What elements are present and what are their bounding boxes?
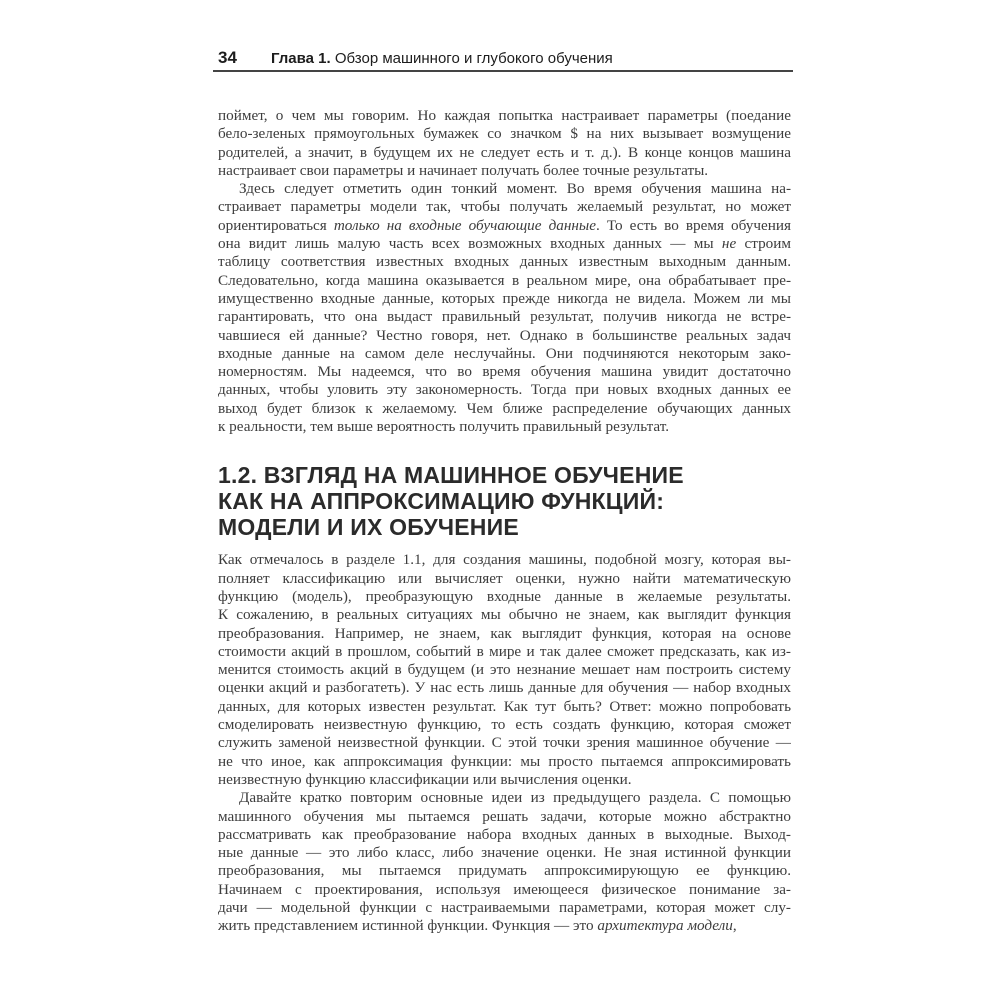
paragraph-line: неизвестную функцию классификации или вычисления оценки. — [218, 770, 632, 788]
paragraph-line: Следовательно, когда машина оказывается в реальном мире, она обрабатывает пре- — [218, 271, 791, 289]
paragraph-line: бело-зеленых прямоугольных бумажек со значком $ на них вызывает возмущение — [218, 125, 791, 143]
paragraph-line: входные данные на самом деле неслучайны. Они подчиняются некоторым зако- — [218, 344, 791, 362]
paragraph-line: оценки акций и разбогатеть). У нас есть лишь данные для обучения — набор входных — [218, 679, 791, 697]
paragraph-line: функцию (модель), преобразующую входные данные в желаемые результаты. — [218, 587, 791, 605]
paragraph-line: гарантировать, что она выдаст правильный результат, получив никогда не встре- — [218, 308, 791, 326]
paragraph-line: Как отмечалось в разделе 1.1, для создания машины, подобной мозгу, которая вы- — [218, 551, 791, 569]
paragraph-line: не что иное, как аппроксимация функции: мы просто пытаемся аппроксимировать — [218, 752, 791, 770]
paragraph-line: менится стоимость акций в будущем (и это незнание мешает нам построить систему — [218, 661, 791, 679]
paragraph-line: к реальности, тем выше вероятность получить правильный результат. — [218, 418, 670, 436]
section-heading-line: 1.2. ВЗГЛЯД НА МАШИННОЕ ОБУЧЕНИЕ — [218, 462, 684, 489]
section-heading-line: МОДЕЛИ И ИХ ОБУЧЕНИЕ — [218, 514, 519, 541]
paragraph — [218, 180, 791, 436]
chapter-title: Обзор машинного и глубокого обучения — [334, 50, 613, 67]
chapter-label: Глава 1. — [271, 50, 331, 67]
paragraph-line: рассматривать как преобразование набора входных данных в выходные. Выход- — [218, 825, 791, 843]
paragraph — [218, 107, 791, 180]
header-rule — [213, 70, 793, 72]
section-heading — [218, 462, 791, 540]
paragraph-line: данных, для которых известен результат. Как тут быть? Ответ: можно попробовать — [218, 697, 791, 715]
paragraph-line: К сожалению, в реальных ситуациях мы обычно не знаем, как выглядит функция — [218, 606, 791, 624]
paragraph-line: данных, чтобы уловить эту закономерность. Тогда при новых входных данных ее — [218, 381, 791, 399]
section-heading-line: КАК НА АППРОКСИМАЦИЮ ФУНКЦИЙ: — [218, 488, 665, 515]
paragraph-line: служить заменой неизвестной функции. С этой точки зрения машинное обучение — — [218, 734, 791, 752]
paragraph-line: родителей, а значит, в будущем их не следует есть и т. д.). В конце концов машина — [218, 143, 791, 161]
paragraph-line: номерностям. Мы надеемся, что во время обучения машина увидит достаточно — [218, 363, 791, 381]
paragraph-line: полняет классификацию или вычисляет оценки, нужно найти математическую — [218, 569, 791, 587]
page-number: 34 — [218, 48, 237, 67]
paragraph-line: дачи — модельной функции с настраиваемыми параметрами, которая может слу- — [218, 898, 791, 916]
paragraph-line: Давайте кратко повторим основные идеи из предыдущего раздела. С помощью — [239, 789, 791, 807]
paragraph-line: смоделировать неизвестную функцию, то есть создать функцию, которая сможет — [218, 716, 791, 734]
paragraph-line: чавшиеся ей данные? Честно говоря, нет. Однако в большинстве реальных задач — [218, 326, 791, 344]
paragraph-line: страивает параметры модели так, чтобы получать желаемый результат, но может — [218, 198, 791, 216]
paragraph-line: выход будет близок к желаемому. Чем ближе распределение обучающих данных — [218, 399, 791, 417]
paragraph-line: Начинаем с проектирования, используя имеющееся физическое понимание за- — [218, 880, 791, 898]
running-header — [218, 48, 793, 68]
paragraph-line: поймет, о чем мы говорим. Но каждая попытка настраивает параметры (поедание — [218, 107, 791, 124]
paragraph-line: Здесь следует отметить один тонкий момент. Во время обучения машина на- — [239, 180, 791, 198]
page-body — [218, 107, 791, 936]
paragraph-line: преобразования, мы пытаемся придумать аппроксимирующую ее функцию. — [218, 862, 791, 880]
paragraph — [218, 789, 791, 935]
paragraph-line: машинного обучения мы пытаемся решать задачи, которые можно абстрактно — [218, 807, 791, 825]
paragraph-line: таблицу соответствия известных входных данных известным выходным данным. — [218, 253, 791, 271]
paragraph-line: имущественно входные данные, которых прежде никогда не видела. Можем ли мы — [218, 289, 791, 307]
paragraph-line: жить представлением истинной функции. Функция — это архитектура модели, — [218, 917, 737, 935]
paragraph-line: ные данные — это либо класс, либо значение оценки. Не зная истинной функции — [218, 844, 791, 862]
paragraph-line: стоимости акций в прошлом, событий в мире и так далее сможет предсказать, как из- — [218, 642, 791, 660]
paragraph — [218, 551, 791, 789]
paragraph-line: настраивает свои параметры и начинает получать более точные результаты. — [218, 161, 709, 179]
paragraph-line: ориентироваться только на входные обучающие данные. То есть во время обучения — [218, 216, 791, 234]
paragraph-line: преобразования. Например, не знаем, как выглядит функция, которая на основе — [218, 624, 791, 642]
paragraph-line: она видит лишь малую часть всех возможных входных данных — мы не строим — [218, 235, 791, 253]
